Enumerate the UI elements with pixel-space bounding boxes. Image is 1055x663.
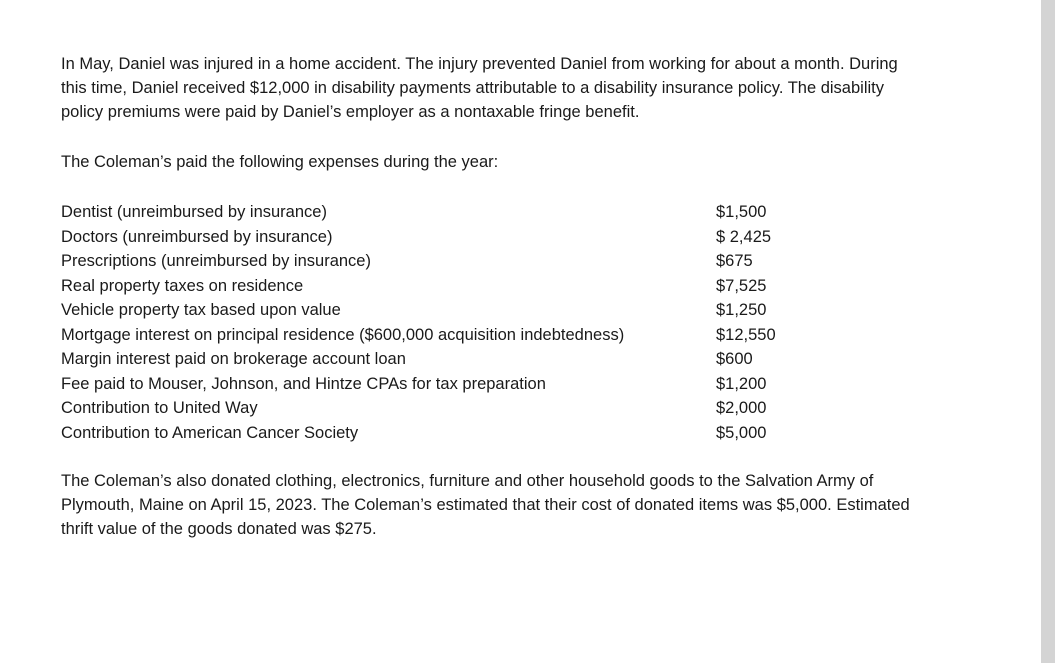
expense-label: Doctors (unreimbursed by insurance) — [61, 227, 333, 246]
expense-amount: $12,550 — [716, 325, 776, 344]
expense-row-cancer-society — [61, 421, 821, 446]
expense-amount: $2,000 — [716, 399, 767, 418]
expense-label: Contribution to American Cancer Society — [61, 423, 359, 442]
expense-amount: $1,250 — [716, 301, 767, 320]
expense-list — [61, 200, 821, 445]
expense-label: Dentist (unreimbursed by insurance) — [61, 203, 327, 222]
expense-label: Fee paid to Mouser, Johnson, and Hintze CPAs for tax preparation — [61, 374, 546, 393]
expense-label: Real property taxes on residence — [61, 276, 304, 295]
expense-label: Mortgage interest on principal residence ($600,000 acquisition indebtedness) — [61, 325, 625, 344]
expense-amount: $1,200 — [716, 374, 767, 393]
expense-row-margin-interest — [61, 347, 821, 372]
expense-amount: $675 — [716, 252, 753, 271]
expense-label: Contribution to United Way — [61, 399, 258, 418]
intro-paragraph: In May, Daniel was injured in a home accident. The injury prevented Daniel from working for about a month. During this time, Daniel received $12,000 in disability payments attributable to a disability insurance policy. The disability policy premiums were paid by Daniel’s employer as a nontaxable fringe benefit. — [61, 55, 898, 121]
expenses-intro: The Coleman’s paid the following expenses during the year: — [61, 153, 499, 171]
expense-row-real-property-taxes — [61, 274, 821, 299]
document-content — [61, 52, 921, 541]
expense-row-united-way — [61, 396, 821, 421]
expense-label: Margin interest paid on brokerage account loan — [61, 350, 406, 369]
expense-amount: $1,500 — [716, 203, 767, 222]
expense-label: Vehicle property tax based upon value — [61, 301, 341, 320]
expense-amount: $600 — [716, 350, 753, 369]
expense-row-tax-prep-fee — [61, 372, 821, 397]
expense-amount: $ 2,425 — [716, 227, 772, 246]
expense-row-vehicle-tax — [61, 298, 821, 323]
expense-row-dentist — [61, 200, 821, 225]
expense-amount: $7,525 — [716, 276, 767, 295]
expense-label: Prescriptions (unreimbursed by insurance) — [61, 252, 371, 271]
expense-row-mortgage-interest — [61, 323, 821, 348]
scrollbar-track[interactable] — [1041, 0, 1055, 663]
expense-row-doctors — [61, 225, 821, 250]
donation-paragraph: The Coleman’s also donated clothing, electronics, furniture and other household goods to the Salvation Army of Plymouth, Maine on April 15, 2023. The Coleman’s estimated that their cost of donated items was $5,000. Estimated thrift value of the goods donated was $275. — [61, 472, 910, 538]
expense-amount: $5,000 — [716, 423, 767, 442]
expense-row-prescriptions — [61, 249, 821, 274]
